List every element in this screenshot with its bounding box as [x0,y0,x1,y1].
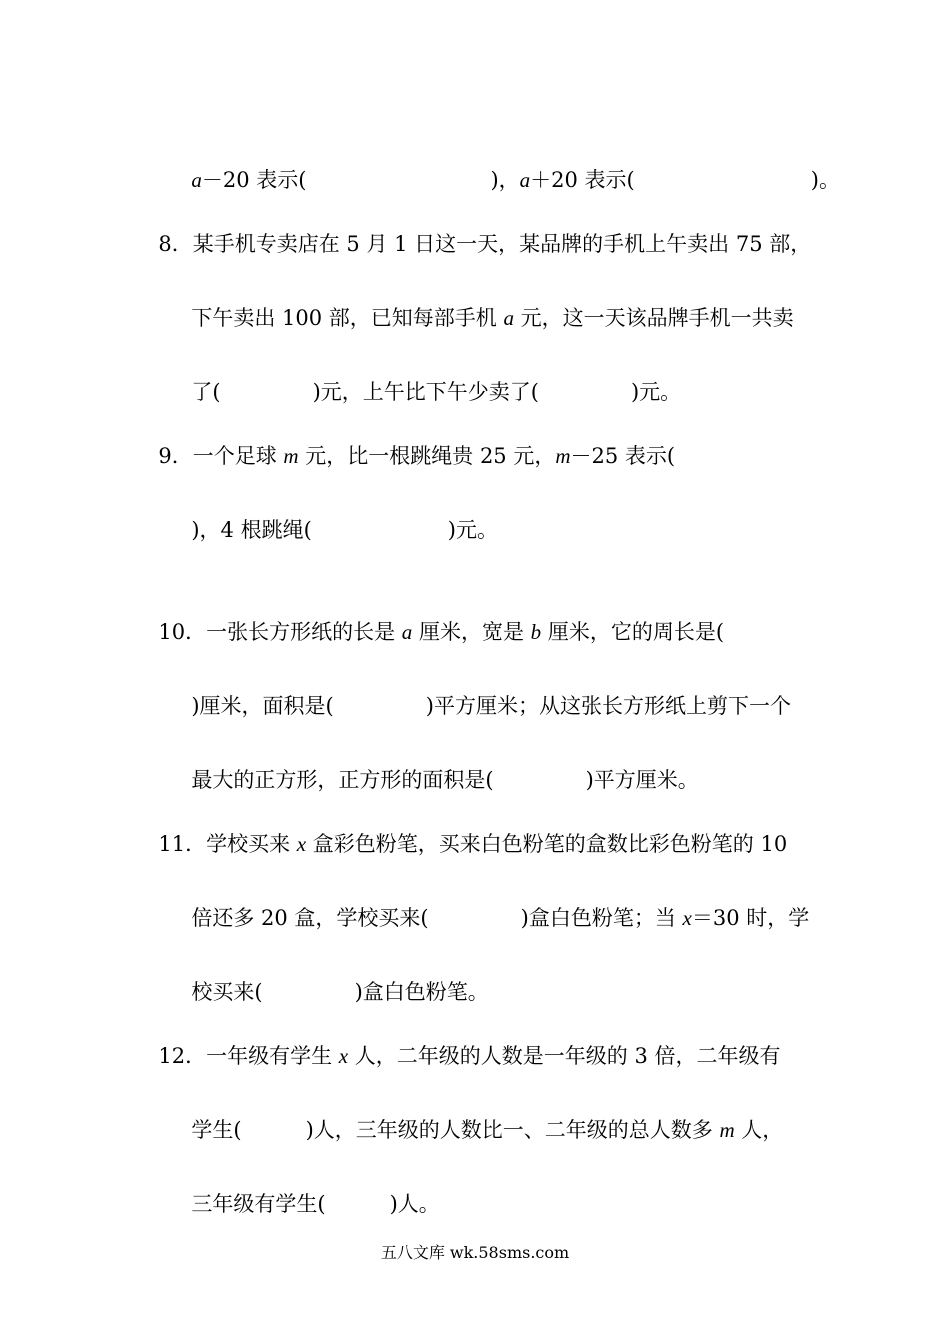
question-number: 10． [158,620,207,644]
var-m: m [719,1118,735,1142]
q10-text: 最大的正方形，正方形的面积是( [191,768,494,792]
q8-line-3 [178,350,681,406]
q7-text-3: ＋20 表示( [530,168,635,192]
var-a: a [191,168,202,192]
q9-text: －25 表示( [570,444,676,468]
q12-text: 人， [734,1118,784,1142]
q11-text: 盒彩色粉笔，买来白色粉笔的盒数比彩色粉笔的 10 [306,832,788,856]
var-a: a [401,620,413,644]
var-m: m [555,444,571,468]
q9-line-1 [145,414,675,470]
q9-text: )元。 [447,518,498,542]
q11-text: 倍还多 20 盒，学校买来( [191,906,429,930]
q8-text: 某手机专卖店在 5 月 1 日这一天，某品牌的手机上午卖出 75 部， [192,232,812,256]
q11-text: 校买来( [191,980,263,1004]
var-a: a [503,306,514,330]
q7-text-2: )， [490,168,520,192]
var-x: x [682,906,692,930]
q12-line-2 [178,1088,783,1144]
q8-text: 元，这一天该品牌手机一共卖 [513,306,794,330]
q7-text-1: －20 表示( [201,168,307,192]
q8-line-2 [178,276,794,332]
q8-text: )元。 [630,380,682,404]
q8-text: 下午卖出 100 部，已知每部手机 [191,306,504,330]
question-number: 11． [158,832,207,856]
q8-line-1 [145,202,811,258]
q10-text: )平方厘米；从这张长方形纸上剪下一个 [425,694,791,718]
q9-line-2 [178,488,498,544]
var-x: x [338,1044,349,1068]
var-x: x [296,832,307,856]
q10-line-3 [178,738,699,794]
q9-text: 一个足球 [192,444,284,468]
q10-line-1 [145,590,724,646]
q10-line-2 [178,664,791,720]
q11-line-2 [178,876,809,932]
q9-text: 元，比一根跳绳贵 25 元， [298,444,556,468]
q11-text: 学校买来 [206,832,297,856]
q11-text: )盒白色粉笔；当 [520,906,683,930]
question-number: 12． [158,1044,207,1068]
question-number: 8． [158,232,193,256]
var-m: m [283,444,299,468]
q12-text: 学生( [191,1118,242,1142]
q10-text: 厘米，宽是 [412,620,531,644]
q11-line-1 [145,802,787,858]
q10-text: )平方厘米。 [585,768,699,792]
q12-text: 一年级有学生 [206,1044,339,1068]
q10-text: )厘米，面积是( [191,694,334,718]
q12-line-3 [178,1162,440,1218]
q11-text: )盒白色粉笔。 [354,980,489,1004]
q12-text: 三年级有学生( [191,1192,326,1216]
q8-text: 了( [191,380,221,404]
q12-text: 人，二年级的人数是一年级的 3 倍，二年级有 [348,1044,781,1068]
var-a: a [519,168,531,192]
q12-text: )人。 [389,1192,440,1216]
q7-line-3 [178,138,840,194]
var-b: b [530,620,542,644]
question-number: 9． [158,444,193,468]
q12-line-1 [145,1014,781,1070]
q8-text: )元，上午比下午少卖了( [312,380,539,404]
q11-line-3 [178,950,489,1006]
q10-text: 厘米，它的周长是( [541,620,725,644]
footer-watermark: 五八文库 wk.58sms.com [380,1243,570,1262]
q12-text: )人，三年级的人数比一、二年级的总人数多 [305,1118,720,1142]
q9-text: )，4 根跳绳( [191,518,312,542]
q11-text: ＝30 时，学 [691,906,810,930]
q10-text: 一张长方形纸的长是 [206,620,402,644]
q7-text-4: )。 [810,168,840,192]
